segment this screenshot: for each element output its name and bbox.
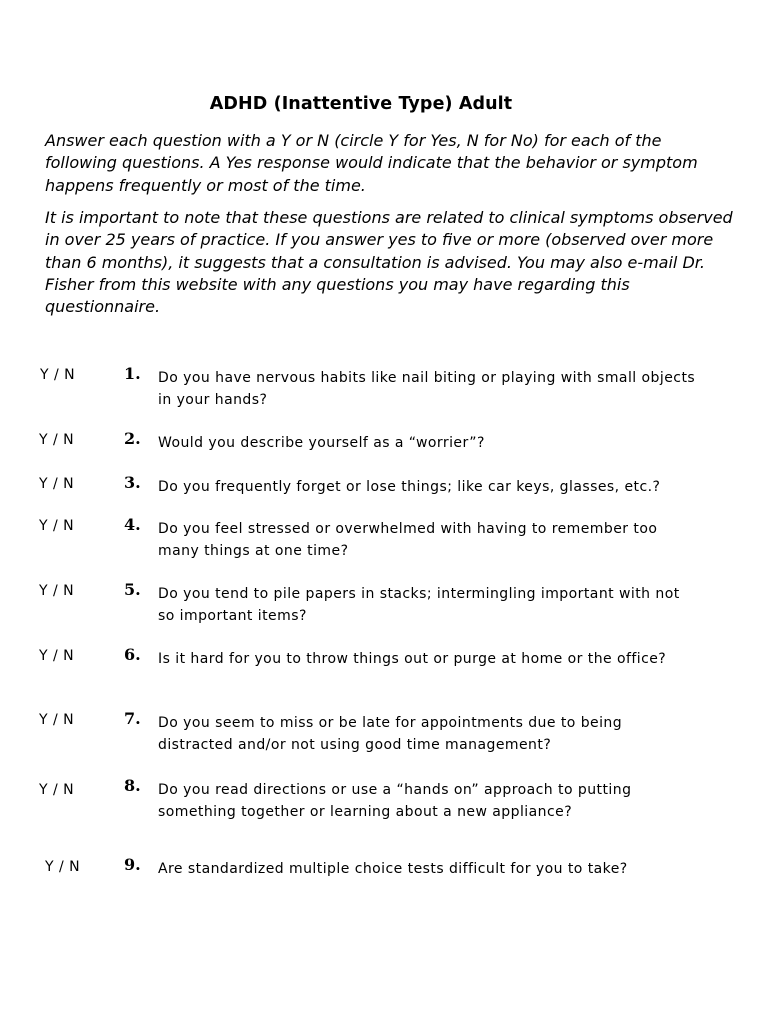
question-5	[0, 580, 768, 633]
yes-no-option[interactable]: Y / N	[39, 782, 75, 798]
question-text: Would you describe yourself as a “worrier”?	[158, 435, 485, 451]
intro-paragraph-note: It is important to note that these questions are related to clinical symptoms observed in over 25 years of practice. If you answer yes to five or more (observed over more than 6 months), it suggests that a consultation is advised. You may also e-mail Dr. Fisher from this website with any questions you may have regarding this questionnaire.	[45, 208, 733, 317]
question-9	[0, 855, 768, 908]
yes-no-option[interactable]: Y / N	[39, 476, 75, 492]
question-7	[0, 709, 768, 762]
question-text: Do you have nervous habits like nail biting or playing with small objects in your hands?	[158, 370, 696, 408]
question-text: Do you feel stressed or overwhelmed with having to remember too many things at one time?	[158, 521, 658, 559]
question-number: 7.	[124, 709, 141, 728]
question-text: Are standardized multiple choice tests difficult for you to take?	[158, 861, 628, 877]
question-6	[0, 645, 768, 698]
document-title: ADHD (Inattentive Type) Adult	[209, 94, 513, 114]
yes-no-option[interactable]: Y / N	[39, 432, 75, 448]
question-number: 2.	[124, 429, 141, 448]
question-text: Do you tend to pile papers in stacks; intermingling important with not so important items?	[158, 586, 680, 624]
yes-no-option[interactable]: Y / N	[39, 518, 75, 534]
question-number: 1.	[124, 364, 141, 383]
question-text: Do you seem to miss or be late for appointments due to being distracted and/or not using good time management?	[158, 715, 623, 753]
question-text: Is it hard for you to throw things out or purge at home or the office?	[158, 651, 667, 667]
intro-paragraph-instructions: Answer each question with a Y or N (circle Y for Yes, N for No) for each of the following questions. A Yes response would indicate that the behavior or symptom happens frequently or most of the time.	[45, 131, 698, 195]
question-1	[0, 364, 768, 417]
question-8	[0, 776, 768, 829]
question-number: 8.	[124, 776, 141, 795]
yes-no-option[interactable]: Y / N	[40, 367, 76, 383]
question-number: 4.	[124, 515, 141, 534]
question-number: 5.	[124, 580, 141, 599]
yes-no-option[interactable]: Y / N	[45, 859, 81, 875]
question-text: Do you read directions or use a “hands on” approach to putting something together or learning about a new appliance?	[158, 782, 632, 820]
question-text: Do you frequently forget or lose things; like car keys, glasses, etc.?	[158, 479, 661, 495]
question-number: 3.	[124, 473, 141, 492]
yes-no-option[interactable]: Y / N	[39, 583, 75, 599]
question-4	[0, 515, 768, 568]
yes-no-option[interactable]: Y / N	[39, 648, 75, 664]
question-2	[0, 429, 768, 482]
yes-no-option[interactable]: Y / N	[39, 712, 75, 728]
question-number: 9.	[124, 855, 141, 874]
question-number: 6.	[124, 645, 141, 664]
